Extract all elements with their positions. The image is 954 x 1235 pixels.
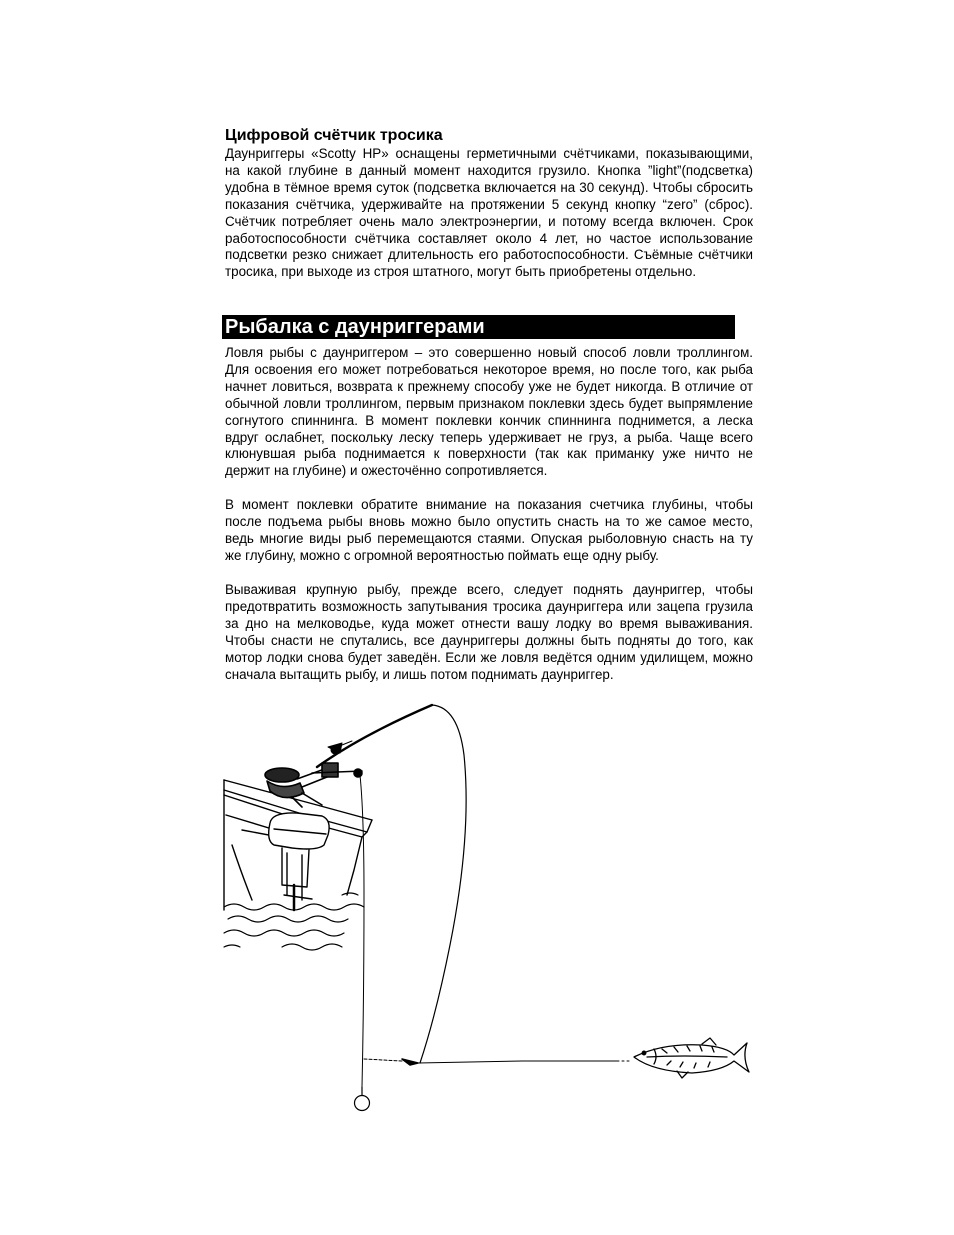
fishing-paragraph-3: Вываживая крупную рыбу, прежде всего, следует поднять даунриггер, чтобы предотвратить возможность запутывания тросика даунриггера или зацепа грузила за дно на мелководье, куда может отнести вашу лодку во время вываживания. Чтобы снасти не спутались, все даунриггеры должны быть подняты до того, как мотор лодки снова будет заведён. Если же ловля ведётся одним удилищем, можно сначала вытащить рыбу, и лишь потом поднимать даунриггер.: [225, 582, 753, 682]
fishing-line: [420, 705, 466, 1063]
fishing-paragraph-2: В момент поклевки обратите внимание на показания счетчика глубины, чтобы после подъема рыбы вновь можно было опустить снасть на то же самое место, ведь многие виды рыб перемещаются стаями. Опуская рыболовную снасть на ту же глубину, можно с огромной вероятностью поймать еще одну рыбу.: [225, 497, 753, 563]
cannonball-weight-icon: [355, 1087, 370, 1111]
lure-line: [418, 1061, 617, 1063]
release-clip-icon: [402, 1059, 418, 1065]
section-heading-line-counter: Цифровой счётчик тросика: [225, 127, 443, 144]
line-counter-paragraph: Даунриггеры «Scotty HP» оснащены герметичными счётчиками, показывающими, на какой глубине в данный момент находится грузило. Кнопка ”light”(подсветка) удобна в тёмное время суток (подсветка включается на 30 секунд). Чтобы сбросить показания счётчика, удерживайте на протяжении 5 секунд кнопку “zero” (сброс). Счётчик потребляет очень мало электроэнергии, и потому всегда включен. Срок работоспособности счётчика составляет около 4 лет, но частое использование подсветки резко снижает длительность его работоспособности. Съёмные счётчики тросика, при выходе из строя штатного, могут быть приобретены отдельно.: [225, 146, 753, 280]
fishing-paragraph-1: Ловля рыбы с даунриггером – это совершенно новый способ ловли троллингом. Для освоения его может потребоваться некоторое время, но после того, как рыба начнет ловиться, возврата к прежнему способу уже не будет никогда. В отличие от обычной ловли троллингом, первым признаком поклевки здесь будет выпрямление согнутого спиннинга. В момент поклевки кончик спиннинга поднимется, а леска вдруг ослабнет, поскольку леску теперь удерживает не груз, а рыба. Чаще всего клюнувшая рыба поднимается к поверхности (так как приманку уже ничто не держит на глубине) и ожесточённо сопротивляется.: [225, 345, 753, 479]
fishing-rod-icon: [317, 705, 432, 767]
fish-icon: [634, 1038, 749, 1078]
outboard-motor-icon: [269, 813, 329, 910]
downrigger-cable: [360, 775, 364, 1087]
downrigger-fishing-illustration: [222, 695, 757, 1120]
section-banner-fishing: Рыбалка с даунриггерами: [222, 315, 735, 339]
downrigger-icon: [265, 763, 362, 807]
release-line: [364, 1059, 402, 1061]
